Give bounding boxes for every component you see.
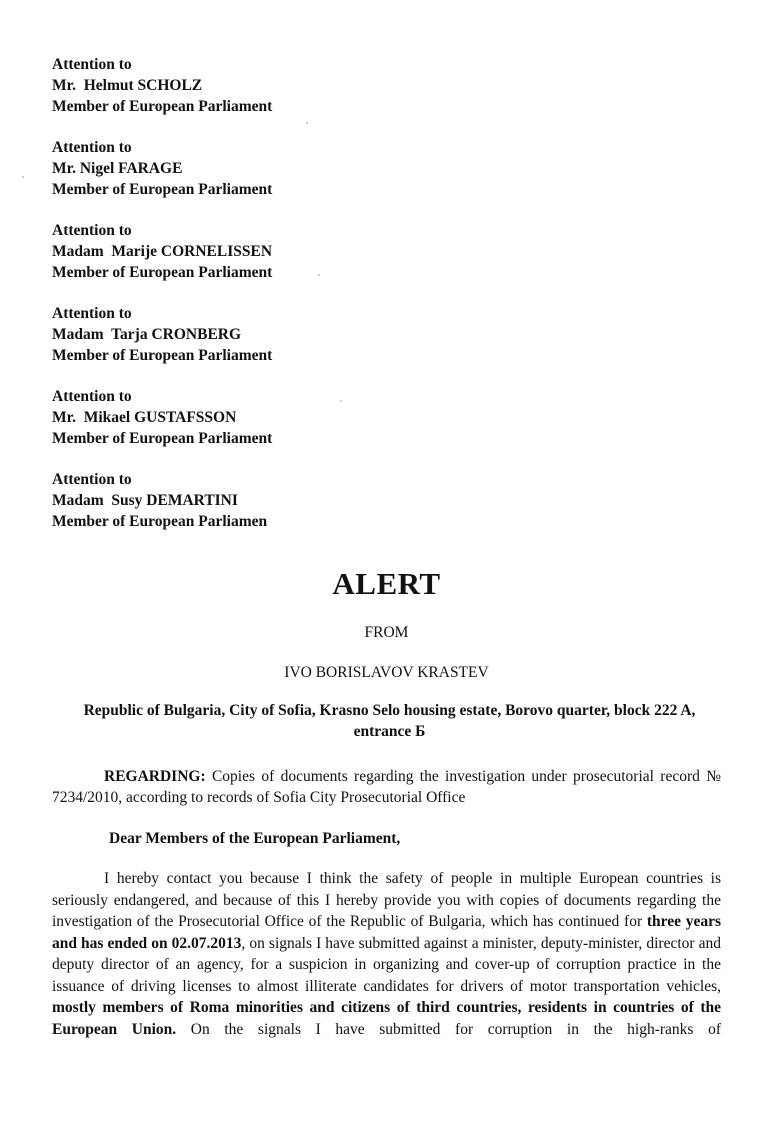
addressee-name: Mr. Helmut SCHOLZ [52,77,203,94]
body-paragraph [52,868,721,1040]
scan-speck [340,400,342,402]
attention-line: Attention to [52,305,132,322]
body-text-part: , on signals I have submitted against a minister, deputy-minister, director and deputy director of an agency, for a suspicion in organizing and cover-up of corruption practice in the issuance of driving licenses to almost illiterate candidates for drivers of motor transportation vehicles, [52,934,721,995]
document-title: ALERT [332,566,441,601]
from-label: FROM [364,624,409,641]
body-emphasis: mostly members of Roma minorities and citizens of third countries, residents in countries of the European Union. [52,999,721,1038]
addressee-name: Madam Marije CORNELISSEN [52,243,273,260]
addressee-role: Member of European Parliamen [52,513,268,530]
sender-address: Republic of Bulgaria, City of Sofia, Krasno Selo housing estate, Borovo quarter, block 222 A, entrance Б [83,702,696,740]
addressee-name: Madam Susy DEMARTINI [52,492,238,509]
addressee-block [52,303,721,366]
attention-line: Attention to [52,56,132,73]
addressee-block [52,220,721,283]
scan-speck [306,122,308,124]
scan-speck [22,176,24,178]
sender-name: IVO BORISLAVOV KRASTEV [284,664,489,681]
addressee-name: Mr. Nigel FARAGE [52,160,183,177]
addressee-role: Member of European Parliament [52,98,273,115]
body-text-part: I hereby contact you because I think the safety of people in multiple European countries is seriously endangered, and because of this I hereby provide you with copies of documents regarding the investigation of the Prosecutorial Office of the Republic of Bulgaria, which has continued for [52,870,721,930]
attention-line: Attention to [52,222,132,239]
regarding-label: REGARDING: [104,768,206,785]
addressee-name: Madam Tarja CRONBERG [52,326,242,343]
addressee-role: Member of European Parliament [52,430,273,447]
addressee-block [52,386,721,449]
regarding-paragraph [52,766,721,808]
addressee-block [52,137,721,200]
addressee-role: Member of European Parliament [52,181,273,198]
body-text-part: On the signals I have submitted for corruption in the high-ranks of [176,1020,721,1038]
attention-line: Attention to [52,388,132,405]
addressee-role: Member of European Parliament [52,264,273,281]
addressee-role: Member of European Parliament [52,347,273,364]
attention-line: Attention to [52,139,132,156]
body-emphasis: three years and has ended on 02.07.2013 [52,913,721,952]
addressee-list [52,54,721,532]
salutation: Dear Members of the European Parliament, [109,830,401,847]
addressee-block [52,54,721,117]
addressee-block [52,469,721,532]
scan-speck [318,274,320,276]
regarding-text: Copies of documents regarding the investigation under prosecutorial record № 7234/2010, according to records of Sofia City Prosecutorial Office [52,768,721,806]
addressee-name: Mr. Mikael GUSTAFSSON [52,409,237,426]
attention-line: Attention to [52,471,132,488]
